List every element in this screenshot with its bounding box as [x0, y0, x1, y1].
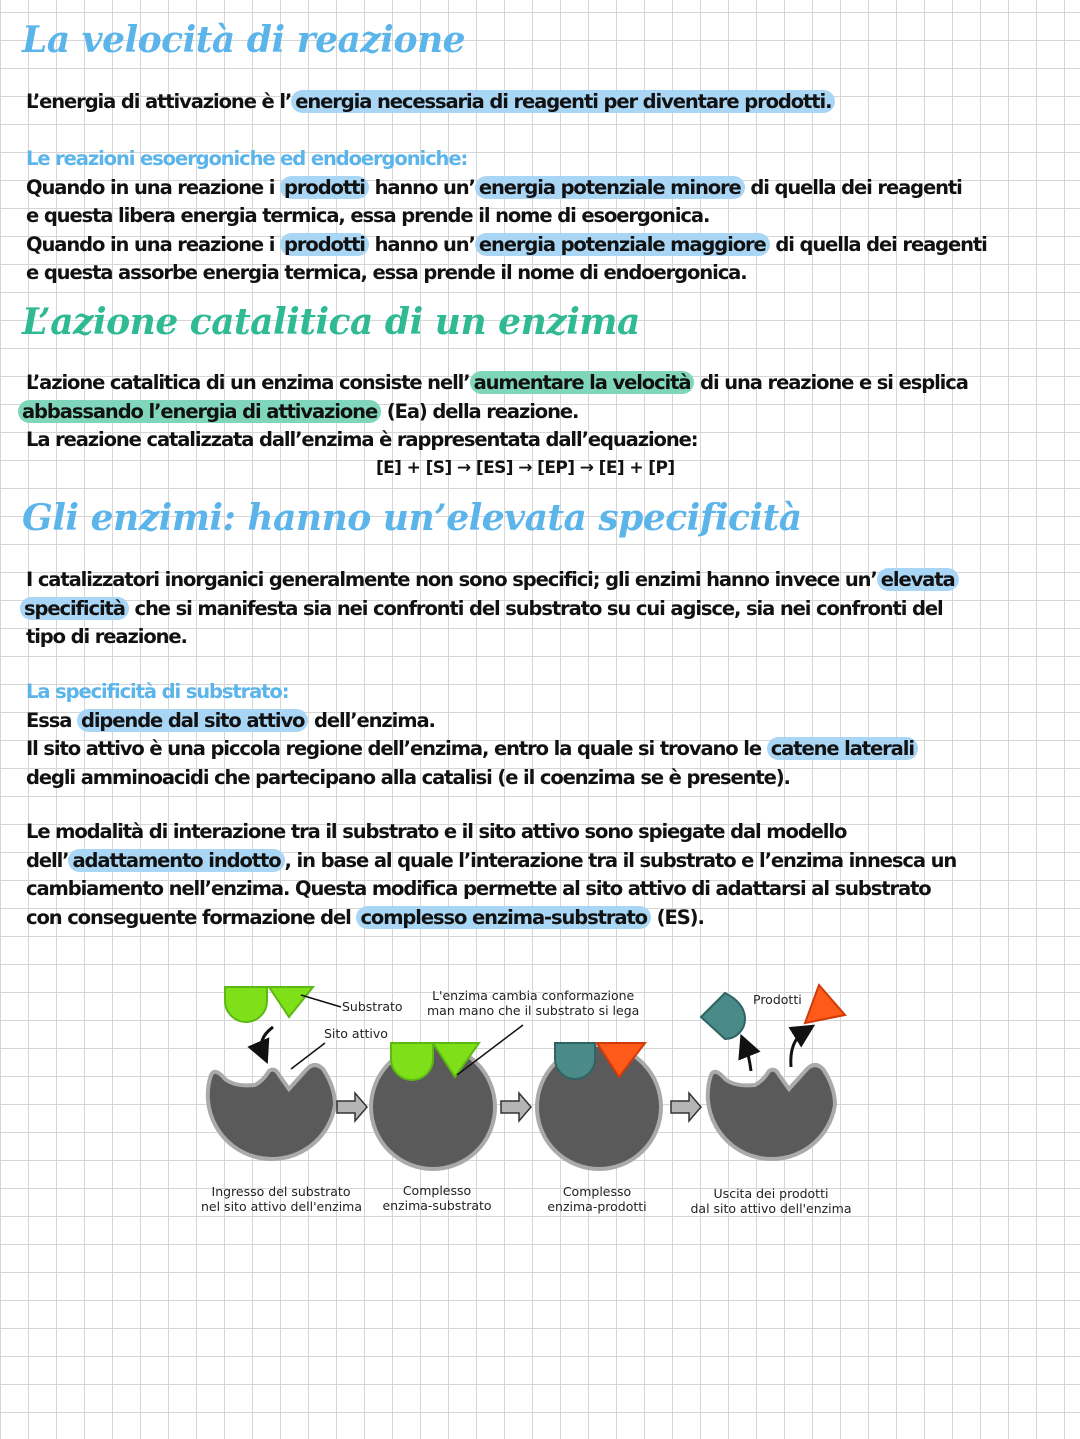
paragraph-specificita-substrato [26, 678, 1066, 792]
text-line: e questa libera energia termica, essa prende il nome di esoergonica. [26, 204, 710, 227]
highlight: complesso enzima-substrato [356, 906, 651, 929]
caption-step4 [689, 1186, 853, 1216]
text-line: degli amminoacidi che partecipano alla catalisi (e il coenzima se è presente). [26, 765, 790, 789]
text-line [26, 847, 1066, 876]
product-teal-icon [701, 993, 745, 1039]
text: enzima-substrato [382, 1198, 492, 1213]
highlight: catene laterali [767, 737, 918, 760]
text: con conseguente formazione del [26, 905, 357, 929]
arrow-right-icon [337, 1093, 367, 1121]
highlight: adattamento indotto [68, 849, 284, 872]
arrow-down-icon [261, 1027, 273, 1053]
text: hanno un’ [368, 232, 475, 256]
text: Complesso [562, 1184, 632, 1199]
text: dell’ [26, 848, 69, 872]
subheading-specificita-substrato: La specificità di substrato: [26, 680, 289, 703]
text: hanno un’ [368, 175, 475, 199]
title-velocita-reazione: La velocità di reazione [22, 19, 466, 61]
highlight: dipende dal sito attivo [77, 709, 308, 732]
text: di una reazione e si esplica [694, 371, 968, 394]
highlight: energia potenziale maggiore [475, 233, 770, 256]
highlight: aumentare la velocità [470, 371, 695, 394]
label-sito-attivo: Sito attivo [324, 1026, 388, 1041]
text: Il sito attivo è una piccola regione dell’enzima, entro la quale si trovano le [26, 737, 767, 760]
label-prodotti: Prodotti [753, 992, 802, 1007]
caption-step2 [375, 1183, 499, 1213]
highlight: specificità [20, 597, 129, 620]
highlight: energia necessaria di reagenti per diventare prodotti. [291, 90, 835, 113]
paragraph-specificita [26, 566, 1066, 652]
text-line [26, 904, 1066, 933]
text-line: La reazione catalizzata dall’enzima è rappresentata dall’equazione: [26, 428, 698, 451]
text: L’azione catalitica di un enzima consiste nell’ [26, 371, 470, 394]
arrow-up-icon [745, 1045, 751, 1071]
text: Uscita dei prodotti [713, 1186, 829, 1201]
enzyme-substrate-diagram [195, 975, 875, 1225]
text: nel sito attivo dell'enzima [201, 1199, 363, 1214]
arrow-right-icon [671, 1093, 701, 1121]
text: Quando in una reazione i [26, 175, 281, 199]
text-line: e questa assorbe energia termica, essa prende il nome di endoergonica. [26, 261, 747, 284]
text: dell’enzima. [308, 708, 435, 732]
text-line [26, 735, 1066, 764]
text-line [18, 398, 1066, 427]
text: di quella dei reagenti [769, 232, 987, 256]
text-line [26, 174, 1066, 203]
title-specificita: Gli enzimi: hanno un’elevata specificità [22, 497, 802, 539]
caption-step3 [539, 1184, 655, 1214]
pointer-line-substrato [301, 995, 341, 1007]
enzyme-step2-icon [371, 1043, 495, 1169]
enzyme-step3-icon [537, 1043, 661, 1169]
text-line [26, 566, 1066, 595]
product-orange-icon [805, 985, 845, 1023]
highlight: energia potenziale minore [475, 176, 745, 199]
text: di quella dei reagenti [744, 175, 962, 199]
highlight: elevata [877, 568, 959, 591]
text: Quando in una reazione i [26, 232, 281, 256]
text: Ingresso del substrato [211, 1184, 351, 1199]
text: (Ea) della reazione. [381, 399, 579, 423]
label-conformazione [427, 988, 639, 1018]
highlight: abbassando l’energia di attivazione [18, 400, 381, 423]
enzyme-step1-icon [208, 1065, 335, 1159]
text-line [26, 231, 1066, 260]
text: (ES). [650, 905, 704, 929]
paragraph-eso-endo [26, 145, 1066, 288]
text-line [20, 595, 1066, 624]
text: , in base al quale l’interazione tra il substrato e l’enzima innesca un [284, 848, 957, 872]
text: man mano che il substrato si lega [427, 1003, 640, 1018]
text: I catalizzatori inorganici generalmente non sono specifici; gli enzimi hanno invece un’ [26, 568, 877, 591]
arrow-right-icon [501, 1093, 531, 1121]
paragraph-azione-catalitica [22, 369, 1066, 455]
highlight: prodotti [280, 233, 369, 256]
paragraph-adattamento-indotto [26, 818, 1066, 932]
paragraph-energia-attivazione [26, 88, 1066, 117]
arrow-up-icon [791, 1031, 805, 1067]
text: L’energia di attivazione è l’ [26, 90, 292, 113]
text-line [26, 707, 1066, 736]
substrate-icon [225, 987, 313, 1022]
text: L'enzima cambia conformazione [432, 988, 635, 1003]
label-substrato: Substrato [342, 999, 403, 1014]
text-line: tipo di reazione. [26, 625, 187, 648]
enzyme-step4-icon [708, 1065, 835, 1159]
text: enzima-prodotti [547, 1199, 647, 1214]
subheading-eso-endo: Le reazioni esoergoniche ed endoergoniche: [26, 147, 468, 170]
equation: [E] + [S] → [ES] → [EP] → [E] + [P] [376, 458, 675, 478]
caption-step1 [201, 1184, 361, 1214]
text: Complesso [402, 1183, 472, 1198]
text: dal sito attivo dell'enzima [690, 1201, 852, 1216]
text-line: Le modalità di interazione tra il substrato e il sito attivo sono spiegate dal modello [26, 820, 847, 843]
highlight: prodotti [280, 176, 369, 199]
text: che si manifesta sia nei confronti del substrato su cui agisce, sia nei confronti del [128, 596, 943, 620]
text: Essa [26, 708, 77, 732]
title-azione-catalitica: L’azione catalitica di un enzima [22, 301, 640, 343]
text-line: cambiamento nell’enzima. Questa modifica permette al sito attivo di adattarsi al substrato [26, 877, 931, 900]
text-line [26, 369, 1066, 398]
